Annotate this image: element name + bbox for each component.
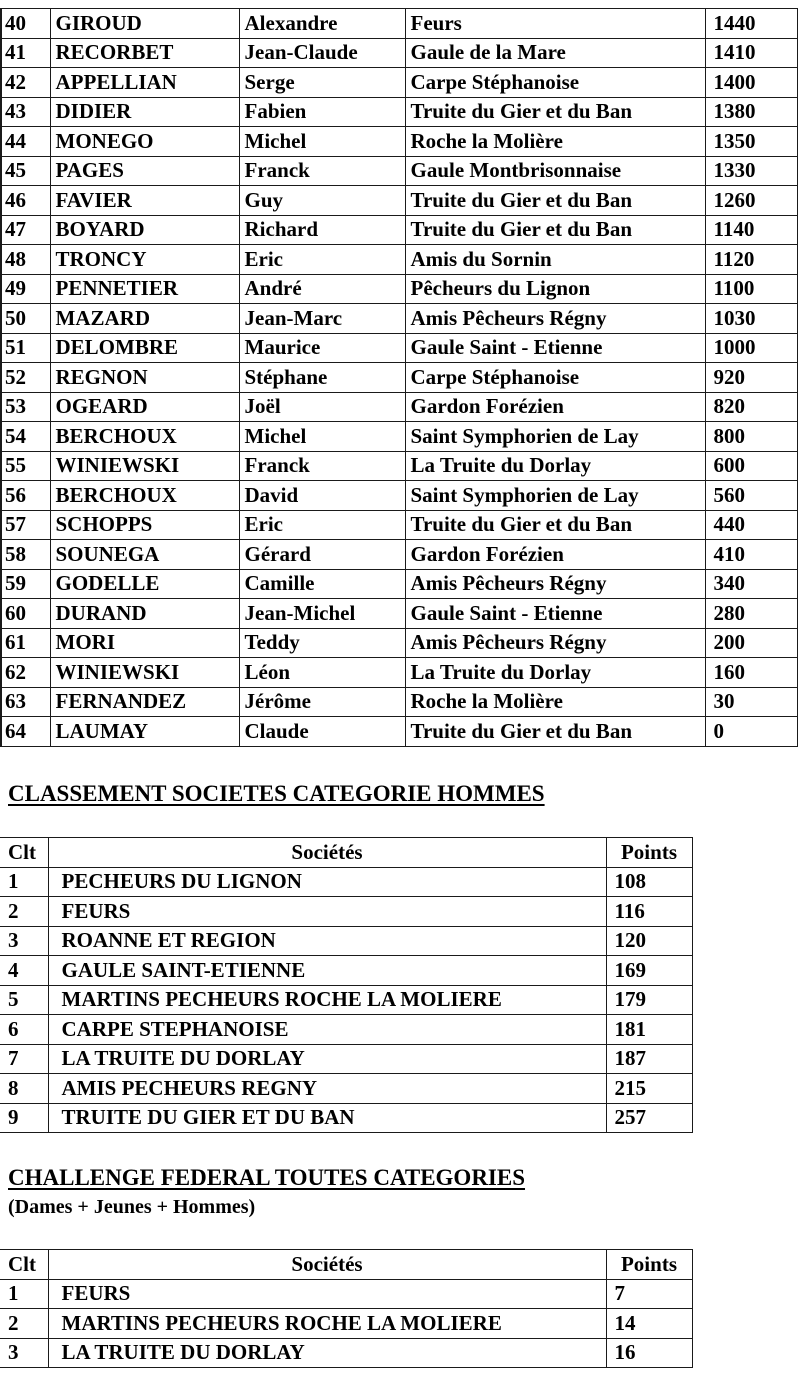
table-row — [1, 687, 797, 717]
rank-cell: 46 — [1, 186, 50, 216]
table-row — [1, 658, 797, 688]
club-cell: Roche la Molière — [405, 687, 705, 717]
rank-cell: 40 — [1, 9, 50, 39]
first-name-cell: Jérôme — [239, 687, 405, 717]
societe-cell: TRUITE DU GIER ET DU BAN — [48, 1103, 606, 1133]
points-cell: 116 — [606, 897, 692, 927]
first-name-cell: Léon — [239, 658, 405, 688]
rank-cell: 44 — [1, 127, 50, 157]
last-name-cell: PENNETIER — [50, 274, 239, 304]
points-cell: 0 — [705, 717, 797, 747]
societe-cell: MARTINS PECHEURS ROCHE LA MOLIERE — [48, 1309, 606, 1339]
rank-cell: 54 — [1, 422, 50, 452]
points-cell: 200 — [705, 628, 797, 658]
points-header: Points — [606, 1250, 692, 1280]
points-cell: 800 — [705, 422, 797, 452]
club-cell: La Truite du Dorlay — [405, 658, 705, 688]
points-cell: 120 — [606, 926, 692, 956]
clt-cell: 3 — [0, 926, 48, 956]
table-row — [1, 215, 797, 245]
club-cell: Carpe Stéphanoise — [405, 68, 705, 98]
first-name-cell: Jean-Michel — [239, 599, 405, 629]
societe-cell: LA TRUITE DU DORLAY — [48, 1044, 606, 1074]
table-row — [1, 540, 797, 570]
first-name-cell: Guy — [239, 186, 405, 216]
club-cell: Gardon Forézien — [405, 392, 705, 422]
rank-cell: 45 — [1, 156, 50, 186]
table-header-row — [0, 1250, 692, 1280]
points-cell: 14 — [606, 1309, 692, 1339]
club-cell: Truite du Gier et du Ban — [405, 186, 705, 216]
first-name-cell: Jean-Marc — [239, 304, 405, 334]
first-name-cell: Franck — [239, 156, 405, 186]
rank-cell: 61 — [1, 628, 50, 658]
last-name-cell: DELOMBRE — [50, 333, 239, 363]
table-row — [1, 392, 797, 422]
first-name-cell: André — [239, 274, 405, 304]
first-name-cell: David — [239, 481, 405, 511]
societe-cell: PECHEURS DU LIGNON — [48, 867, 606, 897]
points-cell: 108 — [606, 867, 692, 897]
societe-cell: CARPE STEPHANOISE — [48, 1015, 606, 1045]
points-cell: 1440 — [705, 9, 797, 39]
club-cell: Feurs — [405, 9, 705, 39]
individual-ranking-table — [0, 8, 798, 747]
societes-hommes-body — [0, 867, 692, 1133]
societes-hommes-title: CLASSEMENT SOCIETES CATEGORIE HOMMES — [8, 781, 545, 806]
rank-cell: 56 — [1, 481, 50, 511]
last-name-cell: TRONCY — [50, 245, 239, 275]
points-cell: 1410 — [705, 38, 797, 68]
club-cell: Gardon Forézien — [405, 540, 705, 570]
club-cell: Truite du Gier et du Ban — [405, 215, 705, 245]
individual-ranking-body — [1, 9, 797, 747]
points-cell: 1330 — [705, 156, 797, 186]
last-name-cell: BOYARD — [50, 215, 239, 245]
table-row — [0, 956, 692, 986]
club-cell: Amis du Sornin — [405, 245, 705, 275]
table-row — [0, 867, 692, 897]
societes-header: Sociétés — [48, 1250, 606, 1280]
clt-header: Clt — [0, 1250, 48, 1280]
points-cell: 920 — [705, 363, 797, 393]
club-cell: Carpe Stéphanoise — [405, 363, 705, 393]
table-row — [1, 422, 797, 452]
table-row — [1, 333, 797, 363]
first-name-cell: Eric — [239, 510, 405, 540]
last-name-cell: GIROUD — [50, 9, 239, 39]
club-cell: Pêcheurs du Lignon — [405, 274, 705, 304]
club-cell: Truite du Gier et du Ban — [405, 717, 705, 747]
last-name-cell: WINIEWSKI — [50, 451, 239, 481]
clt-cell: 1 — [0, 1279, 48, 1309]
first-name-cell: Joël — [239, 392, 405, 422]
points-cell: 820 — [705, 392, 797, 422]
table-row — [1, 245, 797, 275]
last-name-cell: MONEGO — [50, 127, 239, 157]
points-cell: 1030 — [705, 304, 797, 334]
table-header-row — [0, 838, 692, 868]
societe-cell: ROANNE ET REGION — [48, 926, 606, 956]
rank-cell: 47 — [1, 215, 50, 245]
points-cell: 181 — [606, 1015, 692, 1045]
points-cell: 410 — [705, 540, 797, 570]
rank-cell: 59 — [1, 569, 50, 599]
points-cell: 1100 — [705, 274, 797, 304]
first-name-cell: Serge — [239, 68, 405, 98]
last-name-cell: DIDIER — [50, 97, 239, 127]
clt-cell: 7 — [0, 1044, 48, 1074]
club-cell: Saint Symphorien de Lay — [405, 481, 705, 511]
clt-cell: 8 — [0, 1074, 48, 1104]
last-name-cell: LAUMAY — [50, 717, 239, 747]
table-row — [1, 451, 797, 481]
points-cell: 16 — [606, 1338, 692, 1368]
first-name-cell: Stéphane — [239, 363, 405, 393]
club-cell: Gaule Saint - Etienne — [405, 599, 705, 629]
club-cell: Gaule de la Mare — [405, 38, 705, 68]
club-cell: Amis Pêcheurs Régny — [405, 628, 705, 658]
points-cell: 440 — [705, 510, 797, 540]
last-name-cell: WINIEWSKI — [50, 658, 239, 688]
challenge-federal-title: CHALLENGE FEDERAL TOUTES CATEGORIES — [8, 1165, 526, 1190]
societe-cell: FEURS — [48, 1279, 606, 1309]
table-row — [1, 127, 797, 157]
table-row — [1, 9, 797, 39]
club-cell: Truite du Gier et du Ban — [405, 510, 705, 540]
first-name-cell: Michel — [239, 422, 405, 452]
table-row — [1, 186, 797, 216]
table-row — [1, 68, 797, 98]
points-cell: 280 — [705, 599, 797, 629]
points-cell: 1000 — [705, 333, 797, 363]
club-cell: Truite du Gier et du Ban — [405, 97, 705, 127]
club-cell: Roche la Molière — [405, 127, 705, 157]
rank-cell: 52 — [1, 363, 50, 393]
club-cell: Amis Pêcheurs Régny — [405, 569, 705, 599]
points-cell: 1400 — [705, 68, 797, 98]
rank-cell: 58 — [1, 540, 50, 570]
table-row — [0, 1279, 692, 1309]
last-name-cell: SCHOPPS — [50, 510, 239, 540]
points-cell: 1260 — [705, 186, 797, 216]
table-row — [0, 985, 692, 1015]
table-row — [1, 599, 797, 629]
last-name-cell: GODELLE — [50, 569, 239, 599]
rank-cell: 48 — [1, 245, 50, 275]
table-row — [1, 274, 797, 304]
table-row — [1, 510, 797, 540]
first-name-cell: Fabien — [239, 97, 405, 127]
club-cell: Saint Symphorien de Lay — [405, 422, 705, 452]
last-name-cell: MORI — [50, 628, 239, 658]
points-cell: 179 — [606, 985, 692, 1015]
first-name-cell: Franck — [239, 451, 405, 481]
last-name-cell: BERCHOUX — [50, 422, 239, 452]
table-row — [1, 363, 797, 393]
clt-cell: 4 — [0, 956, 48, 986]
rank-cell: 62 — [1, 658, 50, 688]
clt-header: Clt — [0, 838, 48, 868]
table-row — [1, 628, 797, 658]
clt-cell: 6 — [0, 1015, 48, 1045]
rank-cell: 57 — [1, 510, 50, 540]
table-row — [0, 1015, 692, 1045]
rank-cell: 51 — [1, 333, 50, 363]
societes-header: Sociétés — [48, 838, 606, 868]
societe-cell: GAULE SAINT-ETIENNE — [48, 956, 606, 986]
rank-cell: 49 — [1, 274, 50, 304]
first-name-cell: Teddy — [239, 628, 405, 658]
points-cell: 1350 — [705, 127, 797, 157]
first-name-cell: Camille — [239, 569, 405, 599]
last-name-cell: SOUNEGA — [50, 540, 239, 570]
challenge-federal-subtitle: (Dames + Jeunes + Hommes) — [8, 1196, 256, 1218]
last-name-cell: PAGES — [50, 156, 239, 186]
rank-cell: 63 — [1, 687, 50, 717]
rank-cell: 43 — [1, 97, 50, 127]
clt-cell: 1 — [0, 867, 48, 897]
last-name-cell: APPELLIAN — [50, 68, 239, 98]
first-name-cell: Richard — [239, 215, 405, 245]
last-name-cell: RECORBET — [50, 38, 239, 68]
rank-cell: 41 — [1, 38, 50, 68]
rank-cell: 50 — [1, 304, 50, 334]
last-name-cell: FERNANDEZ — [50, 687, 239, 717]
rank-cell: 55 — [1, 451, 50, 481]
table-row — [0, 1103, 692, 1133]
table-row — [0, 926, 692, 956]
first-name-cell: Alexandre — [239, 9, 405, 39]
table-row — [1, 38, 797, 68]
table-row — [0, 1338, 692, 1368]
societes-hommes-table — [0, 837, 693, 1133]
club-cell: La Truite du Dorlay — [405, 451, 705, 481]
points-cell: 1140 — [705, 215, 797, 245]
points-cell: 7 — [606, 1279, 692, 1309]
clt-cell: 3 — [0, 1338, 48, 1368]
table-row — [0, 1074, 692, 1104]
table-row — [0, 1309, 692, 1339]
last-name-cell: DURAND — [50, 599, 239, 629]
points-header: Points — [606, 838, 692, 868]
points-cell: 340 — [705, 569, 797, 599]
points-cell: 160 — [705, 658, 797, 688]
club-cell: Amis Pêcheurs Régny — [405, 304, 705, 334]
challenge-federal-table — [0, 1249, 693, 1368]
societe-cell: MARTINS PECHEURS ROCHE LA MOLIERE — [48, 985, 606, 1015]
points-cell: 1120 — [705, 245, 797, 275]
last-name-cell: REGNON — [50, 363, 239, 393]
societe-cell: LA TRUITE DU DORLAY — [48, 1338, 606, 1368]
points-cell: 600 — [705, 451, 797, 481]
points-cell: 1380 — [705, 97, 797, 127]
table-row — [1, 304, 797, 334]
points-cell: 187 — [606, 1044, 692, 1074]
rank-cell: 64 — [1, 717, 50, 747]
first-name-cell: Gérard — [239, 540, 405, 570]
table-row — [1, 717, 797, 747]
rank-cell: 42 — [1, 68, 50, 98]
first-name-cell: Michel — [239, 127, 405, 157]
table-row — [1, 481, 797, 511]
table-row — [0, 897, 692, 927]
clt-cell: 2 — [0, 1309, 48, 1339]
challenge-federal-body — [0, 1279, 692, 1368]
table-row — [1, 97, 797, 127]
clt-cell: 5 — [0, 985, 48, 1015]
first-name-cell: Claude — [239, 717, 405, 747]
points-cell: 30 — [705, 687, 797, 717]
points-cell: 169 — [606, 956, 692, 986]
table-row — [1, 569, 797, 599]
last-name-cell: BERCHOUX — [50, 481, 239, 511]
rank-cell: 60 — [1, 599, 50, 629]
first-name-cell: Maurice — [239, 333, 405, 363]
rank-cell: 53 — [1, 392, 50, 422]
points-cell: 560 — [705, 481, 797, 511]
last-name-cell: FAVIER — [50, 186, 239, 216]
club-cell: Gaule Montbrisonnaise — [405, 156, 705, 186]
societe-cell: AMIS PECHEURS REGNY — [48, 1074, 606, 1104]
clt-cell: 2 — [0, 897, 48, 927]
table-row — [1, 156, 797, 186]
last-name-cell: MAZARD — [50, 304, 239, 334]
first-name-cell: Eric — [239, 245, 405, 275]
clt-cell: 9 — [0, 1103, 48, 1133]
last-name-cell: OGEARD — [50, 392, 239, 422]
first-name-cell: Jean-Claude — [239, 38, 405, 68]
societe-cell: FEURS — [48, 897, 606, 927]
club-cell: Gaule Saint - Etienne — [405, 333, 705, 363]
points-cell: 257 — [606, 1103, 692, 1133]
table-row — [0, 1044, 692, 1074]
points-cell: 215 — [606, 1074, 692, 1104]
